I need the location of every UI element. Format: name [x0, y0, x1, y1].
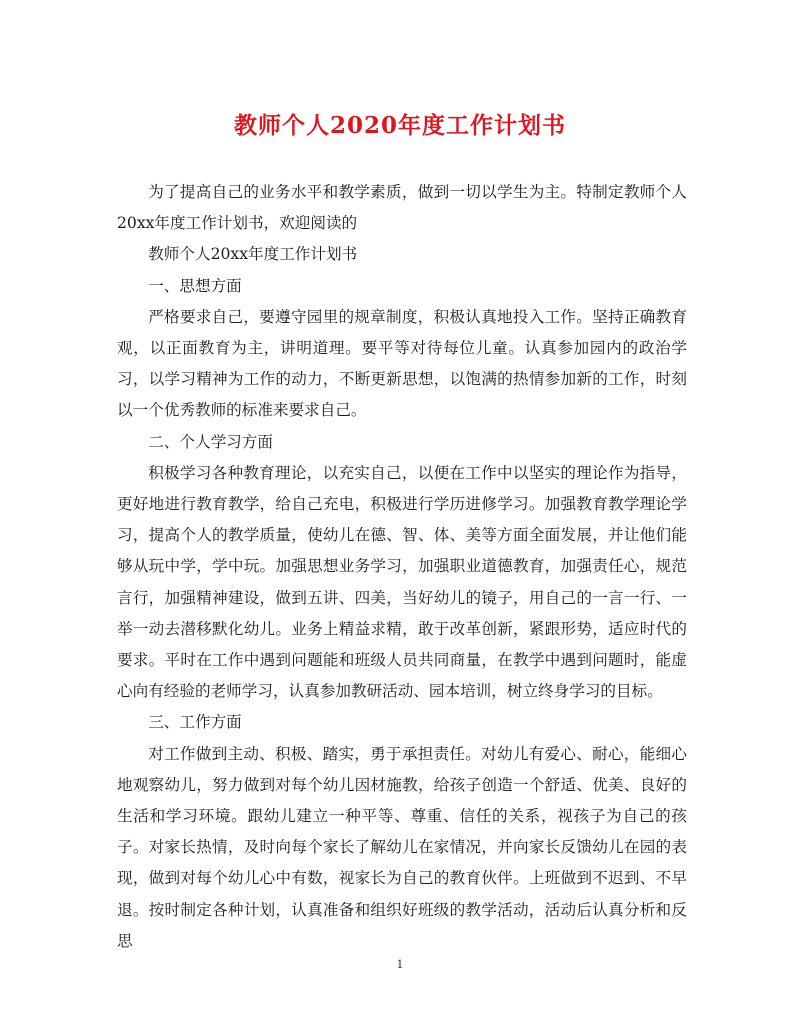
- subtitle-line: 教师个人20xx年度工作计划书: [148, 245, 358, 264]
- section-heading-work: 三、工作方面: [148, 713, 242, 732]
- section-paragraph-thought: 严格要求自己，要遵守园里的规章制度，积极认真地投入工作。坚持正确教育观，以正面教育为主，讲明道理。要平等对待每位儿童。认真参加园内的政治学习，以学习精神为工作的动力，不断更新思想，以饱满的热情参加新的工作，时刻以一个优秀教师的标准来要求自己。: [117, 307, 687, 420]
- intro-paragraph: 为了提高自己的业务水平和教学素质，做到一切以学生为主。特制定教师个人20xx年度工作计划书，欢迎阅读的: [117, 183, 687, 233]
- section-paragraph-study: 积极学习各种教育理论，以充实自己，以便在工作中以坚实的理论作为指导，更好地进行教育教学，给自己充电，积极进行学历进修学习。加强教育教学理论学习，提高个人的教学质量，使幼儿在德、智、体、美等方面全面发展，并让他们能够从玩中学，学中玩。加强思想业务学习，加强职业道德教育，加强责任心，规范言行，加强精神建设，做到五讲、四美，当好幼儿的镜子，用自己的一言一行、一举一动去潜移默化幼儿。业务上精益求精，敢于改革创新，紧跟形势，适应时代的要求。平时在工作中遇到问题能和班级人员共同商量，在教学中遇到问题时，能虚心向有经验的老师学习，认真参加教研活动、园本培训，树立终身学习的目标。: [117, 463, 687, 701]
- document-title: 教师个人2020年度工作计划书: [233, 112, 566, 139]
- page-number: 1: [396, 958, 404, 971]
- section-heading-thought: 一、思想方面: [148, 276, 242, 295]
- section-heading-study: 二、个人学习方面: [148, 432, 273, 451]
- document-body: [117, 177, 687, 957]
- section-paragraph-work: 对工作做到主动、积极、踏实，勇于承担责任。对幼儿有爱心、耐心，能细心地观察幼儿，努力做到对每个幼儿因材施教，给孩子创造一个舒适、优美、良好的生活和学习环境。跟幼儿建立一种平等、尊重、信任的关系，视孩子为自己的孩子。对家长热情，及时向每个家长了解幼儿在家情况，并向家长反馈幼儿在园的表现，做到对每个幼儿心中有数，视家长为自己的教育伙伴。上班做到不迟到、不早退。按时制定各种计划，认真准备和组织好班级的教学活动，活动后认真分析和反思: [117, 744, 687, 950]
